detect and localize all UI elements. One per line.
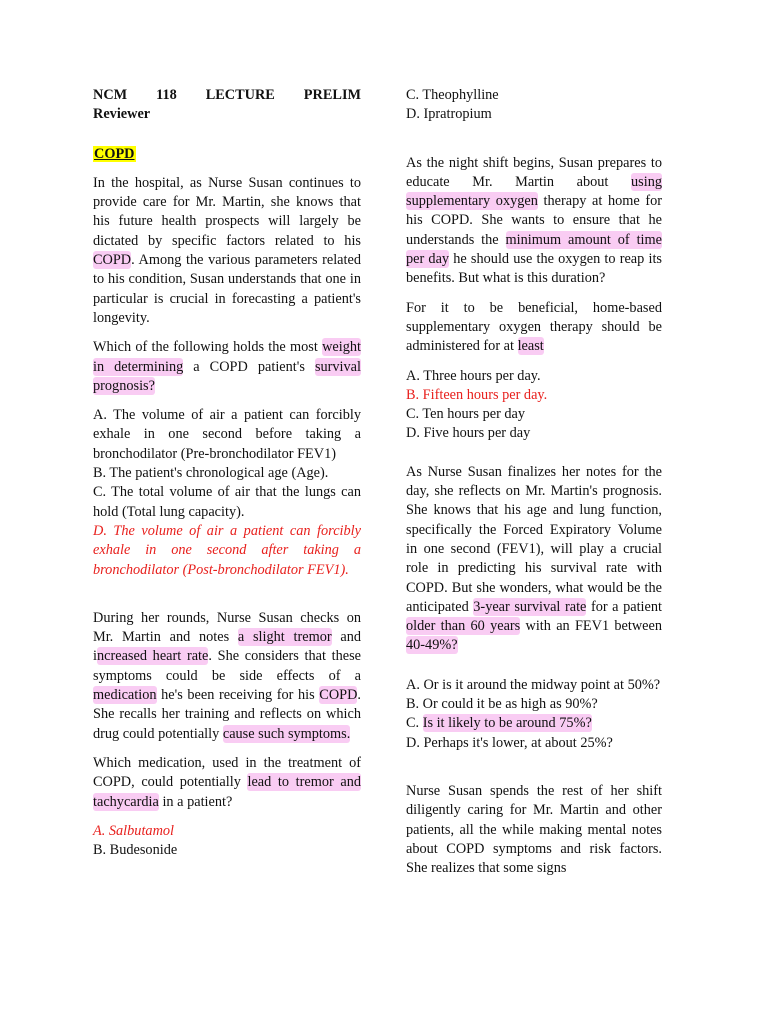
highlight-heart-rate: ncreased heart rate (96, 648, 209, 665)
section-heading (93, 145, 361, 164)
highlight-medication: medication (93, 687, 157, 704)
intro-text-1: In the hospital, as Nurse Susan continues to provide care for Mr. Martin, she knows that his future health prospects will largely be dictated by specific factors related to his (93, 174, 361, 249)
highlight-survival-rate: 3-year survival rate (473, 598, 587, 615)
question-2 (93, 754, 361, 812)
highlight-75: Is it likely to be around 75%? (422, 715, 592, 732)
section-heading-copd: COPD (94, 145, 135, 162)
highlight-copd: COPD (93, 252, 132, 269)
q3-option-b-answer: B. Fifteen hours per day. (406, 386, 548, 403)
p4-text-1: As Nurse Susan finalizes her notes for the day, she reflects on Mr. Martin's prognosis. She knows that his age and lung function, specifically the Forced Expiratory Volume in one second (FEV1), will play a crucial role in predicting his survival rate with COPD. But she wonders, what would be the anticipated (406, 463, 662, 615)
highlight-least: least (517, 338, 544, 355)
highlight-symptoms: cause such symptoms. (222, 725, 351, 742)
question-3 (406, 299, 662, 357)
p2-text-5: . She recalls her training and reflects on which drug could potentially (93, 687, 361, 742)
q1-text-2: a COPD patient's (183, 358, 315, 375)
q3-option-d: D. Five hours per day (406, 425, 531, 442)
highlight-fev1-range: 40-49%? (406, 637, 458, 654)
highlight-minimum-time: minimum amount of time per day (406, 231, 662, 268)
p3-text-1: As the night shift begins, Susan prepares to educate Mr. Martin about (406, 154, 662, 190)
highlight-older-60: older than 60 years (406, 618, 521, 635)
highlight-survival: survival prognosis? (93, 358, 361, 394)
q2-text-1: Which medication, used in the treatment of COPD, could potentially (93, 754, 361, 791)
q3-text-1: For it to be beneficial, home-based supplementary oxygen therapy should be administered for at (406, 299, 662, 355)
intro-text-2: . Among the various parameters related to his condition, Susan understands that one in particular is crucial in forecasting a patient's longevity. (93, 252, 361, 326)
p3-text-3: he should use the oxygen to reap its benefits. But what is this duration? (406, 251, 662, 287)
p4-text-3: with an FEV1 between (520, 618, 662, 635)
q2-option-a-answer: A. Salbutamol (93, 822, 175, 839)
q3-option-c: C. Ten hours per day (406, 406, 526, 423)
q2-option-c: C. Theophylline (406, 87, 499, 103)
q4-option-c (406, 714, 662, 733)
p2-text-3: . She considers that these symptoms could be side effects of a (93, 648, 361, 684)
p2-text-1: During her rounds, Nurse Susan checks on Mr. Martin and notes (93, 609, 361, 646)
q2-text-2: in a patient? (158, 793, 233, 810)
title-line-1: NCM 118 LECTURE PRELIM (93, 87, 361, 103)
q2-option-d: D. Ipratropium (406, 106, 492, 123)
p2-text-2: and i (93, 629, 361, 665)
q4-option-a: A. Or is it around the midway point at 50%? (406, 676, 661, 693)
q1-options (93, 406, 361, 580)
left-column (93, 86, 361, 860)
q2-option-b: B. Budesonide (93, 842, 178, 859)
document-title (93, 86, 361, 125)
highlight-copd-2: COPD (319, 687, 358, 704)
p4-text-2: for a patient (586, 598, 662, 615)
q1-option-b: B. The patient's chronological age (Age). (93, 465, 329, 482)
highlight-weight: weight in determining (93, 339, 361, 375)
q1-option-a: A. The volume of air a patient can forcibly exhale in one second before taking a bronchodilator (Pre-bronchodilator FEV1) (93, 407, 361, 462)
question-1 (93, 338, 361, 396)
q4-option-b: B. Or could it be as high as 90%? (406, 696, 598, 713)
paragraph-4 (406, 463, 662, 656)
highlight-oxygen: using supplementary oxygen (406, 173, 662, 210)
p2-text-4: he's been receiving for his (156, 687, 320, 704)
q3-option-a: A. Three hours per day. (406, 367, 541, 384)
paragraph-2 (93, 609, 361, 744)
q1-option-d-answer: D. The volume of air a patient can forcibly exhale in one second after taking a bronchodilator (Post-bronchodilator FEV1). (93, 522, 361, 578)
title-line-2: Reviewer (93, 106, 151, 123)
paragraph-5: Nurse Susan spends the rest of her shift diligently caring for Mr. Martin and other patients, all the while making mental notes about COPD symptoms and risk factors. She realizes that some signs (406, 782, 662, 877)
highlight-tremor: a slight tremor (237, 629, 332, 646)
highlight-tachycardia: lead to tremor and tachycardia (93, 774, 361, 810)
q4-option-c-letter: C. (406, 715, 423, 732)
q1-text-1: Which of the following holds the most (93, 339, 323, 356)
right-column (406, 86, 662, 878)
paragraph-3 (406, 154, 662, 289)
q4-option-d: D. Perhaps it's lower, at about 25%? (406, 734, 613, 751)
intro-paragraph (93, 174, 361, 328)
p3-text-2: therapy at home for his COPD. She wants to ensure that he understands the (406, 193, 662, 248)
q1-option-c: C. The total volume of air that the lungs can hold (Total lung capacity). (93, 484, 361, 520)
